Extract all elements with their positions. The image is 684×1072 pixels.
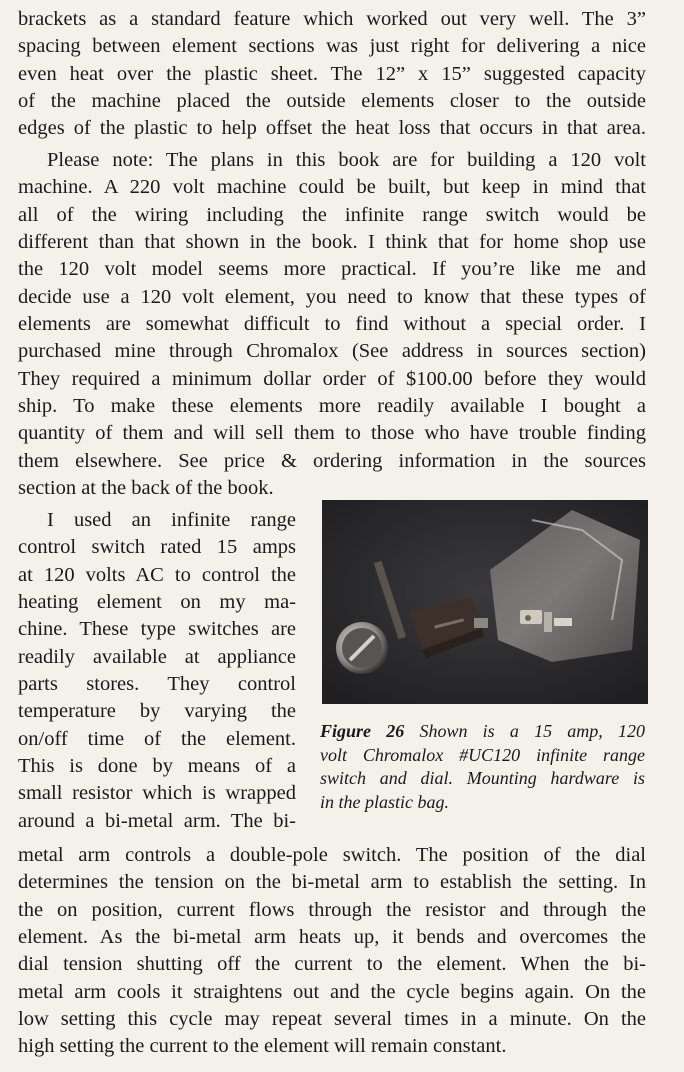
para3-line: heating element on my ma-	[18, 591, 296, 613]
para1-line: even heat over the plastic sheet. The 12” x 15” suggested capacity	[18, 63, 646, 85]
para3-line: small resistor which is wrapped	[18, 782, 296, 804]
figure-caption	[320, 720, 650, 814]
para3-line: I used an infinite range	[47, 509, 296, 531]
para3-line: on/off time of the element.	[18, 728, 296, 750]
para3-line: This is done by means of a	[18, 755, 296, 777]
para2-line: the 120 volt model seems more practical. If you’re like me and	[18, 258, 646, 280]
para2-line: decide use a 120 volt element, you need to know that these types of	[18, 286, 646, 308]
caption-line: volt Chromalox #UC120 infinite range	[320, 744, 645, 765]
para2-line: them elsewhere. See price & ordering information in the sources	[18, 450, 646, 472]
para3-line: element. As the bi-metal arm heats up, it bends and overcomes the	[18, 926, 646, 948]
para3-line: metal arm controls a double-pole switch. The position of the dial	[18, 844, 646, 866]
para1-line: brackets as a standard feature which worked out very well. The 3”	[18, 8, 646, 30]
para2-line: elements are somewhat difficult to find without a special order. I	[18, 313, 646, 335]
caption-line: switch and dial. Mounting hardware is	[320, 768, 645, 788]
switch-and-dial-photo	[322, 500, 648, 704]
caption-line: Figure 26 Shown is a 15 amp, 120	[320, 721, 645, 741]
para3-line: temperature by varying the	[18, 700, 296, 722]
para3-line: parts stores. They control	[18, 673, 296, 695]
para2-line: quantity of them and will sell them to those who have trouble finding	[18, 422, 646, 444]
para3-line: at 120 volts AC to control the	[18, 564, 296, 586]
para2-line: They required a minimum dollar order of $100.00 before they would	[18, 368, 646, 390]
para2-line: machine. A 220 volt machine could be built, but keep in mind that	[18, 176, 646, 198]
figure-label: Figure 26	[320, 721, 405, 741]
para2-line: purchased mine through Chromalox (See address in sources section)	[18, 340, 646, 362]
para3-line: control switch rated 15 amps	[18, 536, 296, 558]
para3-line: chine. These type switches are	[18, 618, 296, 640]
para3-line: the on position, current flows through the resistor and through the	[18, 899, 646, 921]
caption-line: in the plastic bag.	[320, 791, 449, 812]
para3-line: high setting the current to the element will remain constant.	[18, 1035, 507, 1057]
para2-line: ship. To make these elements more readily available I bought a	[18, 395, 646, 417]
para3-line: determines the tension on the bi-metal arm to establish the setting. In	[18, 871, 646, 893]
para1-line: of the machine placed the outside elements closer to the outside	[18, 90, 646, 112]
para3-line: readily available at appliance	[18, 646, 296, 668]
figure-26-photo	[322, 500, 648, 704]
para3-line: low setting this cycle may repeat several times in a minute. On the	[18, 1008, 646, 1030]
para1-line: edges of the plastic to help offset the heat loss that occurs in that area.	[18, 117, 646, 139]
para2-line: section at the back of the book.	[18, 477, 274, 499]
para2-line: Please note: The plans in this book are for building a 120 volt	[47, 149, 646, 171]
para2-line: different than that shown in the book. I think that for home shop use	[18, 231, 646, 253]
para1-line: spacing between element sections was just right for delivering a nice	[18, 35, 646, 57]
para2-line: all of the wiring including the infinite range switch would be	[18, 204, 646, 226]
para3-line: around a bi-metal arm. The bi-	[18, 810, 296, 832]
para3-line: dial tension shutting off the current to the element. When the bi-	[18, 953, 646, 975]
para3-line: metal arm cools it straightens out and the cycle begins again. On the	[18, 981, 646, 1003]
